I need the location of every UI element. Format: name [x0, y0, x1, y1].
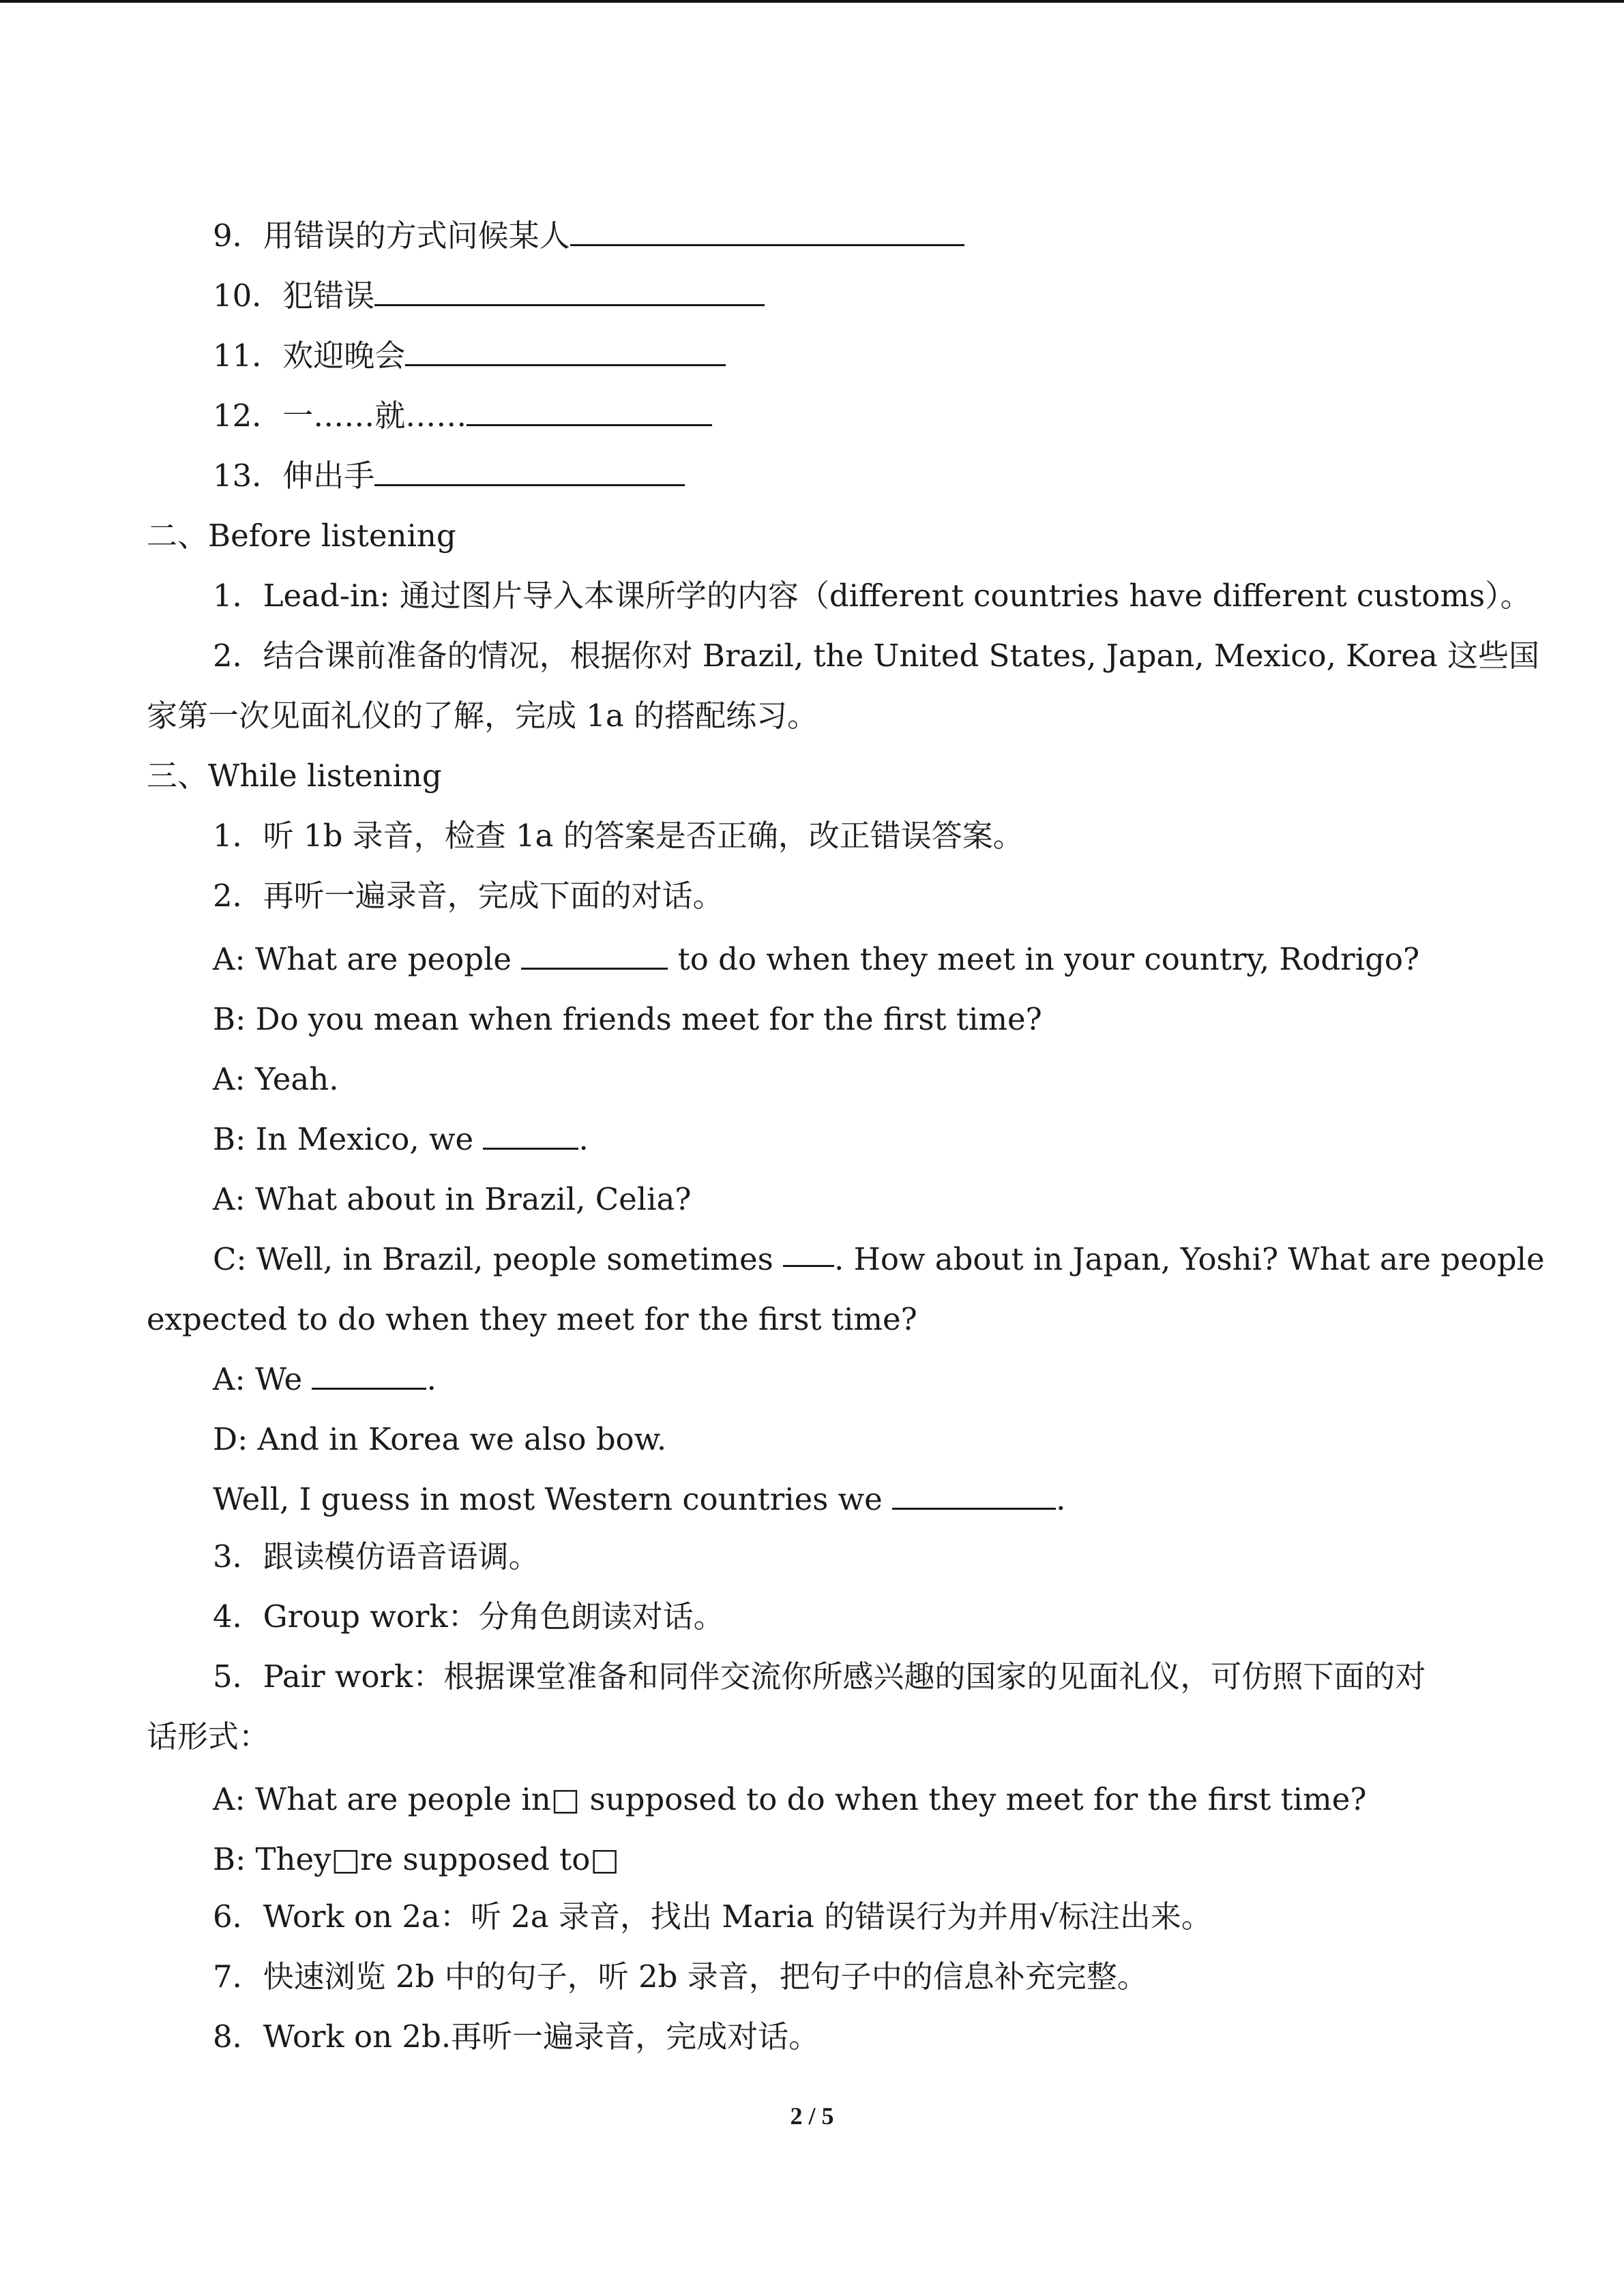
before-item-2-line1: 2．结合课前准备的情况，根据你对 Brazil, the United States, Japan, Mexico, Korea 这些国: [213, 638, 1539, 674]
vocab-item-10: 10．犯错误: [213, 266, 765, 326]
pair-dialogue-b: B: They□re supposed to□: [213, 1841, 619, 1877]
answer-blank[interactable]: [467, 389, 712, 426]
dialogue-blank[interactable]: [483, 1112, 578, 1150]
dialogue-line-6: C: Well, in Brazil, people sometimes . How about in Japan, Yoshi? What are people: [213, 1229, 1543, 1289]
dialogue-blank[interactable]: [783, 1229, 834, 1267]
dialogue-line-4: B: In Mexico, we .: [213, 1109, 589, 1169]
while-item-5-line1: 5．Pair work：根据课堂准备和同伴交流你所感兴趣的国家的见面礼仪，可仿照下面的对: [213, 1658, 1426, 1695]
vocab-item-9: 9．用错误的方式问候某人: [213, 206, 964, 266]
dialogue-blank[interactable]: [312, 1352, 426, 1390]
answer-blank[interactable]: [570, 209, 964, 246]
before-item-2-line2: 家第一次见面礼仪的了解，完成 1a 的搭配练习。: [147, 698, 818, 734]
while-item-7: 7．快速浏览 2b 中的句子，听 2b 录音，把句子中的信息补充完整。: [213, 1958, 1148, 1995]
while-item-6: 6．Work on 2a：听 2a 录音，找出 Maria 的错误行为并用√标注出来。: [213, 1898, 1212, 1935]
while-item-3: 3．跟读模仿语音语调。: [213, 1538, 540, 1575]
dialogue-line-5: A: What about in Brazil, Celia?: [213, 1181, 692, 1217]
pair-dialogue-a: A: What are people in□ supposed to do when they meet for the first time?: [213, 1781, 1367, 1817]
answer-blank[interactable]: [374, 449, 685, 486]
while-item-4: 4．Group work：分角色朗读对话。: [213, 1598, 724, 1635]
dialogue-blank[interactable]: [521, 932, 668, 970]
vocab-item-11: 11．欢迎晚会: [213, 326, 726, 386]
dialogue-line-1: A: What are people to do when they meet in your country, Rodrigo?: [213, 929, 1419, 989]
dialogue-line-9: D: And in Korea we also bow.: [213, 1421, 667, 1457]
answer-blank[interactable]: [374, 269, 765, 306]
vocab-item-13: 13．伸出手: [213, 446, 685, 506]
top-border: [0, 0, 1624, 3]
while-item-2: 2．再听一遍录音，完成下面的对话。: [213, 878, 724, 914]
section-heading-before-listening: 二、Before listening: [147, 518, 456, 554]
answer-blank[interactable]: [405, 329, 726, 366]
while-item-8: 8．Work on 2b.再听一遍录音，完成对话。: [213, 2018, 820, 2055]
dialogue-blank[interactable]: [892, 1472, 1056, 1510]
while-item-5-line2: 话形式：: [147, 1718, 270, 1755]
dialogue-line-2: B: Do you mean when friends meet for the first time?: [213, 1001, 1042, 1037]
dialogue-line-3: A: Yeah.: [213, 1061, 339, 1097]
page-number: 2 / 5: [790, 2102, 834, 2130]
vocab-item-12: 12．一……就……: [213, 386, 712, 446]
dialogue-line-10: Well, I guess in most Western countries we .: [213, 1470, 1065, 1530]
while-item-1: 1．听 1b 录音，检查 1a 的答案是否正确，改正错误答案。: [213, 818, 1024, 854]
before-item-1: 1．Lead-in: 通过图片导入本课所学的内容（different countries have different customs）。: [213, 578, 1531, 614]
section-heading-while-listening: 三、While listening: [147, 758, 442, 794]
dialogue-line-7: expected to do when they meet for the first time?: [147, 1301, 917, 1337]
dialogue-line-8: A: We .: [213, 1350, 437, 1410]
